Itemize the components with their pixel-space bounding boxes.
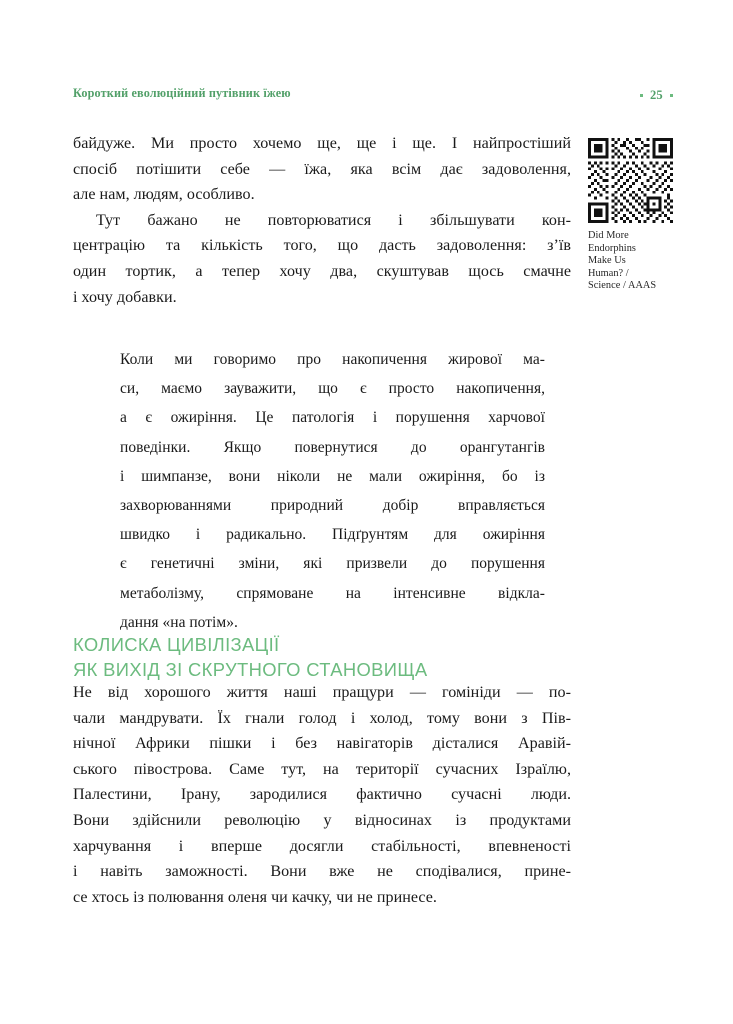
- text-line: нічної Африки пішки і без навігаторів дісталися Аравій-: [73, 735, 571, 753]
- qr-caption-line: Make Us: [588, 255, 626, 267]
- text-line: але нам, людям, особливо.: [73, 186, 255, 204]
- folio-bullet-right-icon: [670, 94, 673, 97]
- text-line: се хтось із полювання оленя чи качку, чи не принесе.: [73, 888, 437, 906]
- closing-paragraph: [73, 680, 571, 910]
- blockquote: [120, 345, 545, 637]
- margin-note-qr: [588, 138, 676, 293]
- text-line: харчування і вперше досягли стабільності, впевненості: [73, 837, 571, 855]
- text-line: байдуже. Ми просто хочемо ще, ще і ще. І найпростіший: [73, 135, 571, 152]
- qr-caption-line: Science / AAAS: [588, 280, 657, 292]
- text-line: і шимпанзе, вони ніколи не мали ожиріння, бо із: [120, 467, 545, 485]
- text-line: Вони здійснили революцію у відносинах із продуктами: [73, 811, 571, 829]
- section-heading-line-1: КОЛИСКА ЦИВІЛІЗАЦІЇ: [73, 634, 280, 656]
- section-heading-line-2: ЯК ВИХІД ЗІ СКРУТНОГО СТАНОВИЩА: [73, 658, 428, 680]
- text-line: і хочу добавки.: [73, 288, 177, 306]
- text-line: Коли ми говоримо про накопичення жирової ма-: [120, 351, 545, 368]
- text-line: ського півострова. Саме тут, на території сучасних Ізраїлю,: [73, 760, 571, 778]
- qr-caption-line: Did More: [588, 230, 629, 241]
- text-line: Тут бажано не повторюватися і збільшувати кон-: [96, 211, 571, 229]
- running-head-title: Короткий еволюційний путівник їжею: [73, 86, 291, 100]
- text-line: Палестини, Ірану, зародилися фактично сучасні люди.: [73, 786, 571, 804]
- paragraph-1: [73, 131, 571, 208]
- text-line: Не від хорошого життя наші пращури — гомініди — по-: [73, 684, 571, 701]
- text-line: дання «на потім».: [120, 613, 238, 631]
- paragraph-2: [73, 208, 571, 310]
- text-column: [73, 131, 571, 310]
- text-line: чали мандрувати. Їх гнали голод і холод, тому вони з Пів-: [73, 709, 571, 727]
- text-line: метаболізму, спрямоване на інтенсивне відкла-: [120, 584, 545, 602]
- text-line: є генетичні зміни, які призвели до порушення: [120, 555, 545, 573]
- text-line: центрацію та кількість того, що дасть задоволення: з’їв: [73, 237, 571, 255]
- closing-paragraph-block: [73, 680, 571, 910]
- folio: [640, 88, 673, 103]
- text-line: си, маємо зауважити, що є просто накопичення,: [120, 380, 545, 398]
- text-line: захворюваннями природний добір вправляється: [120, 497, 545, 515]
- qr-caption-line: Endorphins: [588, 242, 636, 254]
- text-line: поведінки. Якщо повернутися до орангутангів: [120, 438, 545, 456]
- text-line: і навіть заможності. Вони вже не сподівалися, прине-: [73, 863, 571, 881]
- running-head: [73, 86, 673, 106]
- text-line: спосіб потішити себе — їжа, яка всім дає задоволення,: [73, 160, 571, 178]
- blockquote-text: [120, 345, 545, 637]
- text-line: а є ожиріння. Це патологія і порушення харчової: [120, 409, 545, 427]
- qr-caption-line: Human? /: [588, 267, 629, 279]
- text-line: один тортик, а тепер хочу два, скуштував щось смачне: [73, 262, 571, 280]
- page-number: 25: [650, 87, 663, 102]
- qr-code-icon[interactable]: [588, 138, 673, 223]
- folio-bullet-left-icon: [640, 94, 643, 97]
- text-line: швидко і радикально. Підґрунтям для ожиріння: [120, 526, 545, 544]
- qr-caption: [588, 230, 676, 293]
- section-heading: [73, 633, 573, 682]
